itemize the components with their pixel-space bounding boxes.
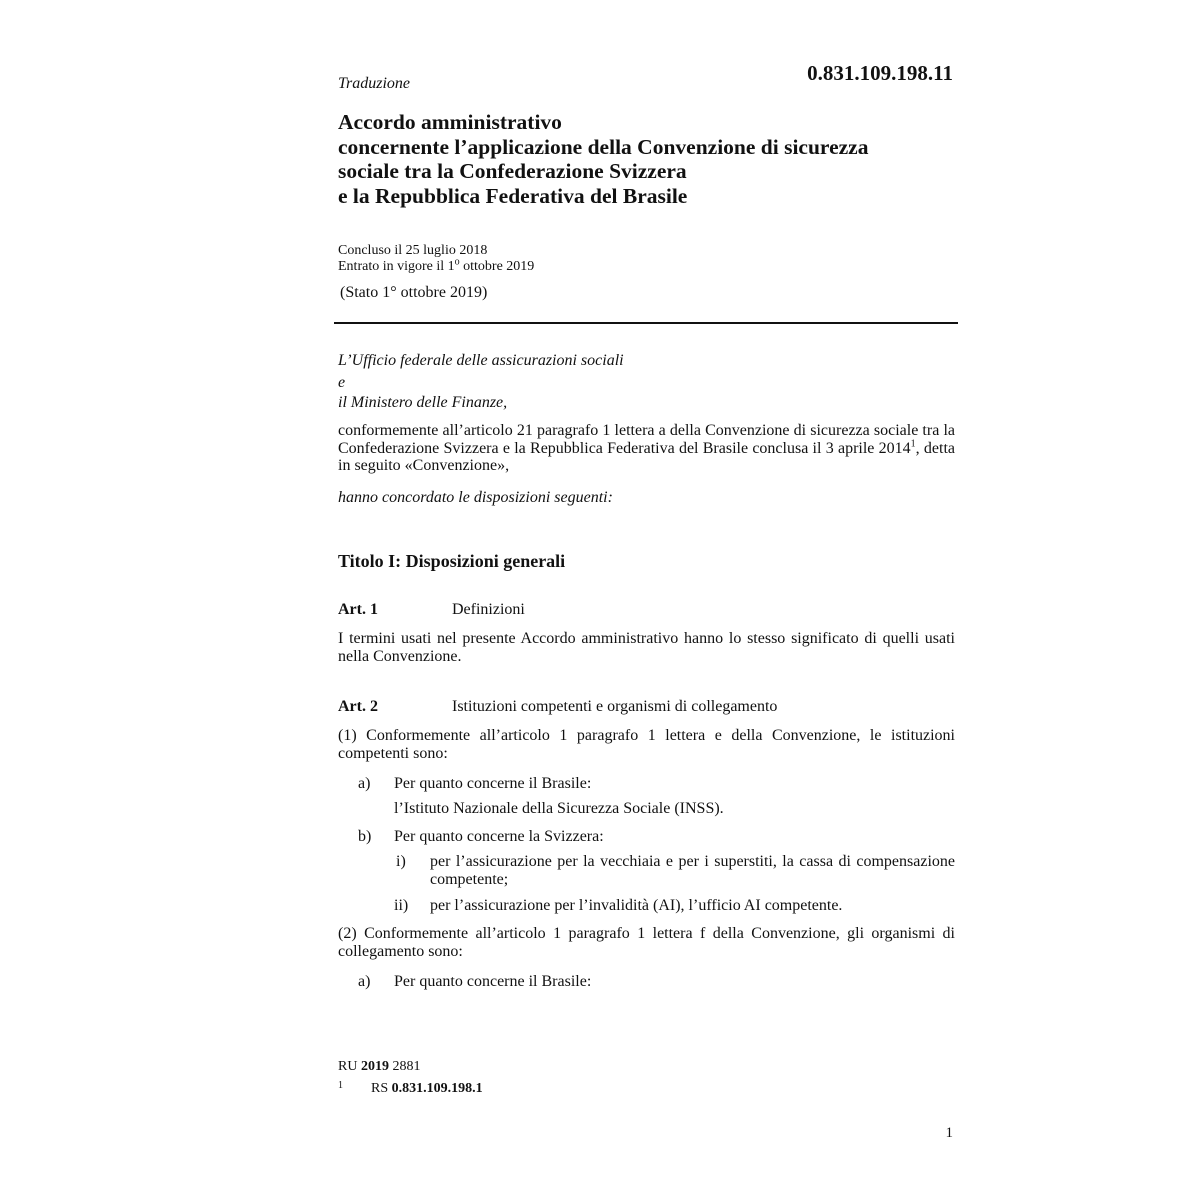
preamble-text	[338, 422, 955, 475]
article-number: Art. 1	[338, 601, 378, 618]
article-title: Istituzioni competenti e organismi di collegamento	[452, 698, 778, 715]
footnote-mark: 1	[338, 1080, 343, 1091]
footnote-text	[371, 1081, 483, 1097]
article-text: I termini usati nel presente Accordo amministrativo hanno lo stesso significato di quelli usati nella Convenzione.	[338, 630, 955, 665]
title-line: sociale tra la Confederazione Svizzera	[338, 159, 687, 183]
list-item: Per quanto concerne il Brasile:	[394, 973, 592, 990]
sublist-item: per l’assicurazione per l’invalidità (AI), l’ufficio AI competente.	[430, 897, 843, 914]
sublist-marker: ii)	[394, 897, 409, 914]
ru-year: 2019	[360, 1059, 389, 1074]
footnote-ref: 0.831.109.198.1	[391, 1081, 483, 1096]
status-date: (Stato 1° ottobre 2019)	[340, 284, 488, 301]
translation-label: Traduzione	[338, 75, 411, 92]
sublist-item: per l’assicurazione per la vecchiaia e per i superstiti, la cassa di compensazione competente;	[430, 853, 955, 888]
list-marker: a)	[358, 973, 371, 990]
article-title: Definizioni	[452, 601, 525, 618]
sublist-marker: i)	[396, 853, 406, 870]
section-title: Titolo I: Disposizioni generali	[338, 551, 566, 571]
concluded-date: Concluso il 25 luglio 2018	[338, 243, 488, 258]
title-divider	[334, 322, 958, 324]
article-paragraph: (1) Conformemente all’articolo 1 paragrafo 1 lettera e della Convenzione, le istituzioni competenti sono:	[338, 727, 955, 762]
entry-sup: o	[454, 256, 460, 268]
document-title	[338, 110, 978, 208]
entry-suffix: ottobre 2019	[459, 259, 535, 274]
article-number: Art. 2	[338, 698, 378, 715]
preamble-text-tail: , detta in seguito «Convenzione»,	[338, 439, 956, 474]
footnote-ref-mark[interactable]: 1	[910, 438, 916, 450]
list-item: l’Istituto Nazionale della Sicurezza Sociale (INSS).	[394, 800, 724, 817]
list-marker: a)	[358, 775, 371, 792]
ru-prefix: RU	[338, 1059, 361, 1074]
entry-into-force	[338, 256, 535, 275]
footnote-prefix: RS	[371, 1081, 392, 1096]
title-line: concernente l’applicazione della Convenzione di sicurezza	[338, 134, 869, 159]
title-line: Accordo amministrativo	[338, 110, 562, 134]
sr-number: 0.831.109.198.11	[807, 61, 953, 85]
list-item: Per quanto concerne il Brasile:	[394, 775, 592, 792]
article-paragraph: (2) Conformemente all’articolo 1 paragrafo 1 lettera f della Convenzione, gli organismi di collegamento sono:	[338, 925, 955, 960]
title-line: e la Repubblica Federativa del Brasile	[338, 183, 688, 208]
preamble-party-1: L’Ufficio federale delle assicurazioni sociali	[338, 352, 624, 369]
page-number: 1	[945, 1125, 953, 1141]
ru-reference	[338, 1059, 420, 1075]
list-item: Per quanto concerne la Svizzera:	[394, 828, 604, 845]
preamble-party-2: il Ministero delle Finanze,	[338, 394, 508, 411]
preamble-and: e	[338, 374, 346, 391]
ru-page: 2881	[388, 1059, 421, 1074]
preamble-agreed: hanno concordato le disposizioni seguenti:	[338, 489, 613, 506]
list-marker: b)	[358, 828, 372, 845]
entry-prefix: Entrato in vigore il 1	[338, 259, 455, 274]
preamble-text-lead: conformemente all’articolo 21 paragrafo 1 lettera a della Convenzione di sicurezza sociale tra la Confederazione Svizzera e la Repubblica Federativa del Brasile conclusa il 3 aprile 2014	[338, 422, 955, 457]
